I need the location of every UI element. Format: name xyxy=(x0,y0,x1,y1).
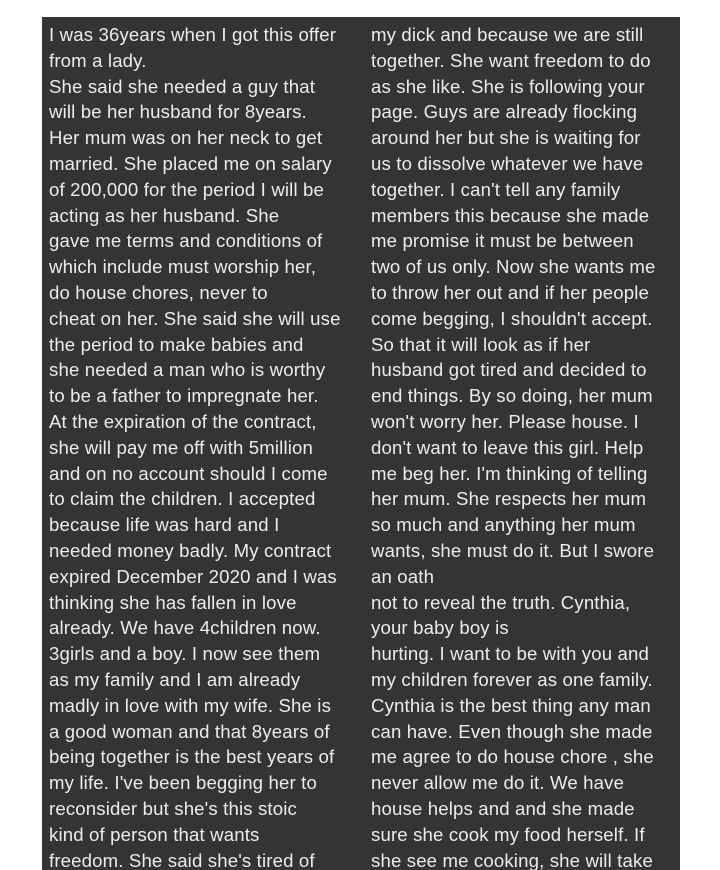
text-line: wants, she must do it. But I swore xyxy=(371,539,655,561)
text-line: as she like. She is following your xyxy=(371,75,645,97)
text-line: my children forever as one family. xyxy=(371,668,653,690)
text-line: expired December 2020 and I was xyxy=(49,565,337,587)
text-line: freedom. She said she's tired of xyxy=(49,849,315,870)
text-line: don't want to leave this girl. Help xyxy=(371,436,644,458)
text-line: my dick and because we are still xyxy=(371,24,644,45)
text-line: 3girls and a boy. I now see them xyxy=(49,643,321,665)
text-line: will be her husband for 8years. xyxy=(49,101,307,123)
text-line: of 200,000 for the period I will be xyxy=(49,178,325,200)
text-line: to throw her out and if her people xyxy=(371,281,649,303)
text-line: your baby boy is xyxy=(371,617,509,639)
text-line: needed money badly. My contract xyxy=(49,539,332,561)
text-line: she needed a man who is worthy xyxy=(49,359,326,381)
text-line: she will pay me off with 5million xyxy=(49,436,313,458)
text-line: gave me terms and conditions of xyxy=(49,230,323,252)
right-text-column xyxy=(371,22,680,870)
text-line: At the expiration of the contract, xyxy=(49,410,317,432)
text-line: two of us only. Now she wants me xyxy=(371,256,656,278)
text-line: and on no account should I come xyxy=(49,462,328,484)
text-line: I was 36years when I got this offer xyxy=(49,24,337,45)
text-line: cheat on her. She said she will use xyxy=(49,307,341,329)
text-panel xyxy=(42,17,680,870)
text-line: come begging, I shouldn't accept. xyxy=(371,307,653,329)
text-line: kind of person that wants xyxy=(49,823,260,845)
text-line: a good woman and that 8years of xyxy=(49,720,330,742)
text-line: married. She placed me on salary xyxy=(49,152,332,174)
text-line: members this because she made xyxy=(371,204,650,226)
text-line: around her but she is waiting for xyxy=(371,127,641,149)
text-line: as my family and I am already xyxy=(49,668,301,690)
text-line: together. She want freedom to do xyxy=(371,49,651,71)
text-line: because life was hard and I xyxy=(49,514,280,536)
text-line: to be a father to impregnate her. xyxy=(49,385,319,407)
text-line: me promise it must be between xyxy=(371,230,634,252)
text-line: house helps and and she made xyxy=(371,797,635,819)
text-line: page. Guys are already flocking xyxy=(371,101,638,123)
text-line: us to dissolve whatever we have xyxy=(371,152,644,174)
text-line: never allow me do it. We have xyxy=(371,772,625,794)
text-line: hurting. I want to be with you and xyxy=(371,643,649,665)
text-line: being together is the best years of xyxy=(49,746,335,768)
text-line: So that it will look as if her xyxy=(371,333,591,355)
text-line: so much and anything her mum xyxy=(371,514,636,536)
text-line: she see me cooking, she will take xyxy=(371,849,653,870)
text-line: She said she needed a guy that xyxy=(49,75,316,97)
text-line: won't worry her. Please house. I xyxy=(371,410,639,432)
text-line: the period to make babies and xyxy=(49,333,304,355)
text-line: thinking she has fallen in love xyxy=(49,591,297,613)
text-line: my life. I've been begging her to xyxy=(49,772,317,794)
text-line: do house chores, never to xyxy=(49,281,268,303)
text-line: together. I can't tell any family xyxy=(371,178,621,200)
text-line: Her mum was on her neck to get xyxy=(49,127,323,149)
text-line: her mum. She respects her mum xyxy=(371,488,647,510)
text-line: can have. Even though she made xyxy=(371,720,653,742)
text-line: to claim the children. I accepted xyxy=(49,488,316,510)
text-line: end things. By so doing, her mum xyxy=(371,385,653,407)
left-text-column xyxy=(49,22,367,870)
text-line: acting as her husband. She xyxy=(49,204,280,226)
text-line: me agree to do house chore , she xyxy=(371,746,654,768)
text-line: from a lady. xyxy=(49,49,147,71)
text-line: which include must worship her, xyxy=(49,256,317,278)
text-line: sure she cook my food herself. If xyxy=(371,823,645,845)
text-line: an oath xyxy=(371,565,435,587)
text-line: already. We have 4children now. xyxy=(49,617,321,639)
text-line: Cynthia is the best thing any man xyxy=(371,694,651,716)
text-line: me beg her. I'm thinking of telling xyxy=(371,462,648,484)
text-line: not to reveal the truth. Cynthia, xyxy=(371,591,631,613)
text-line: reconsider but she's this stoic xyxy=(49,797,297,819)
text-line: husband got tired and decided to xyxy=(371,359,647,381)
text-line: madly in love with my wife. She is xyxy=(49,694,332,716)
